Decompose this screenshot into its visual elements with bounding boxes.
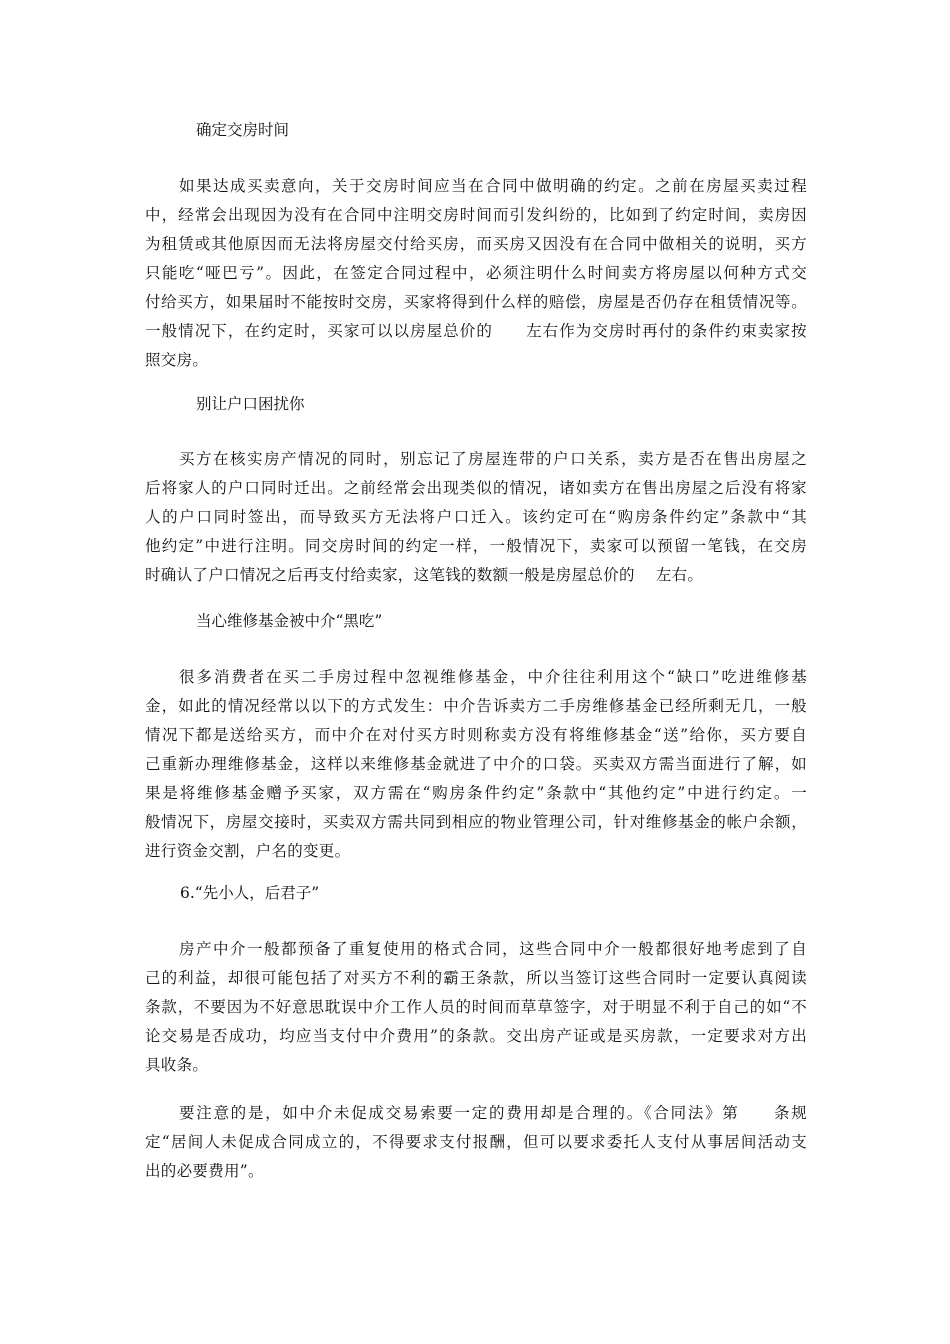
paragraph-line: 要注意的是，如中介未促成交易索要一定的费用却是合理的。《合同法》第 条规 xyxy=(179,1104,807,1122)
paragraph-line: 时确认了户口情况之后再支付给卖家，这笔钱的数额一般是房屋总价的 左右。 xyxy=(145,566,704,584)
paragraph-line: 进行资金交割，户名的变更。 xyxy=(145,842,351,860)
paragraph-household-registration xyxy=(145,445,807,590)
paragraph-line: 后将家人的户口同时迁出。之前经常会出现类似的情况，诸如卖方在售出房屋之后没有将家 xyxy=(145,479,807,497)
paragraph-line: 照交房。 xyxy=(145,351,209,369)
paragraph-line: 为租赁或其他原因而无法将房屋交付给买房，而买房又因没有在合同中做相关的说明，买方 xyxy=(145,235,807,253)
paragraph-contract-law-note xyxy=(145,1099,807,1186)
section-heading-handover-time: 确定交房时间 xyxy=(196,121,290,139)
paragraph-line: 般情况下，房屋交接时，买卖双方需共同到相应的物业管理公司，针对维修基金的帐户余额， xyxy=(145,813,807,831)
paragraph-line: 条款，不要因为不好意思耽误中介工作人员的时间而草草签字，对于明显不利于自己的如“不 xyxy=(145,998,807,1016)
paragraph-contract-caution xyxy=(145,935,807,1080)
paragraph-line: 他约定”中进行注明。同交房时间的约定一样，一般情况下，卖家可以预留一笔钱，在交房 xyxy=(145,537,807,555)
paragraph-line: 如果达成买卖意向，关于交房时间应当在合同中做明确的约定。之前在房屋买卖过程 xyxy=(179,177,807,195)
paragraph-line: 付给买方，如果届时不能按时交房，买家将得到什么样的赔偿，房屋是否仍存在租赁情况等。 xyxy=(145,293,807,311)
paragraph-line: 己重新办理维修基金，这样以来维修基金就进了中介的口袋。买卖双方需当面进行了解，如 xyxy=(145,755,807,773)
paragraph-line: 具收条。 xyxy=(145,1056,209,1074)
paragraph-line: 论交易是否成功，均应当支付中介费用”的条款。交出房产证或是买房款，一定要求对方出 xyxy=(145,1027,807,1045)
paragraph-line: 人的户口同时签出，而导致买方无法将户口迁入。该约定可在“购房条件约定”条款中“其 xyxy=(145,508,807,526)
section-heading-contract-caution: 6.“先小人，后君子” xyxy=(180,884,320,902)
paragraph-line: 金，如此的情况经常以以下的方式发生：中介告诉卖方二手房维修基金已经所剩无几，一般 xyxy=(145,697,807,715)
paragraph-line: 房产中介一般都预备了重复使用的格式合同，这些合同中介一般都很好地考虑到了自 xyxy=(179,940,807,958)
paragraph-line: 情况下都是送给买方，而中介在对付买方时则称卖方没有将维修基金“送”给你，买方要自 xyxy=(145,726,807,744)
paragraph-line: 果是将维修基金赠予买家，双方需在“购房条件约定”条款中“其他约定”中进行约定。一 xyxy=(145,784,807,802)
paragraph-line: 买方在核实房产情况的同时，别忘记了房屋连带的户口关系，卖方是否在售出房屋之 xyxy=(179,450,807,468)
paragraph-line: 只能吃“哑巴亏”。因此，在签定合同过程中，必须注明什么时间卖方将房屋以何种方式交 xyxy=(145,264,807,282)
paragraph-line: 己的利益，却很可能包括了对买方不利的霸王条款，所以当签订这些合同时一定要认真阅读 xyxy=(145,969,807,987)
paragraph-line: 定“居间人未促成合同成立的，不得要求支付报酬，但可以要求委托人支付从事居间活动支 xyxy=(145,1133,807,1151)
paragraph-handover-time xyxy=(145,172,807,375)
paragraph-maintenance-fund xyxy=(145,663,807,866)
paragraph-line: 一般情况下，在约定时，买家可以以房屋总价的 左右作为交房时再付的条件约束卖家按 xyxy=(145,322,807,340)
paragraph-line: 出的必要费用”。 xyxy=(145,1162,264,1180)
paragraph-line: 中，经常会出现因为没有在合同中注明交房时间而引发纠纷的，比如到了约定时间，卖房因 xyxy=(145,206,807,224)
paragraph-line: 很多消费者在买二手房过程中忽视维修基金，中介往往利用这个“缺口”吃进维修基 xyxy=(179,668,807,686)
section-heading-household-registration: 别让户口困扰你 xyxy=(196,395,305,413)
section-heading-maintenance-fund: 当心维修基金被中介“黑吃” xyxy=(196,612,383,630)
